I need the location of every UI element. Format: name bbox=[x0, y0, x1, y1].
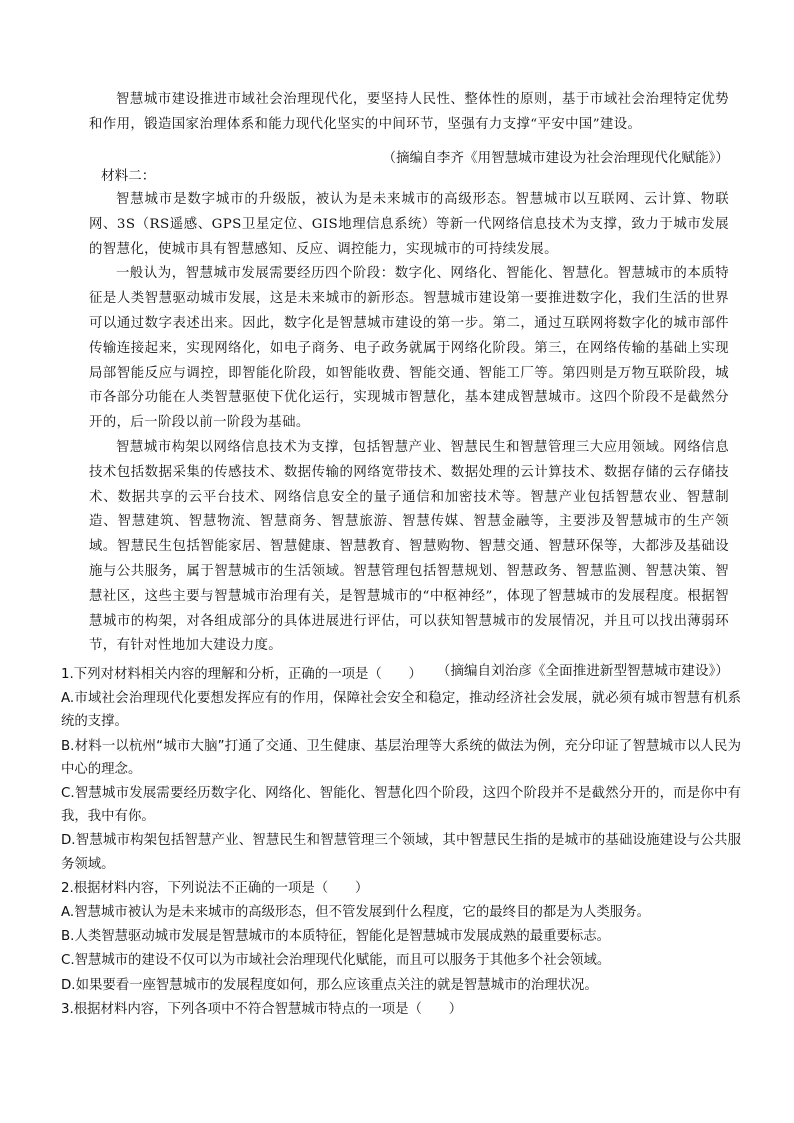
question-3-stem: 3.根据材料内容，下列各项中不符合智慧城市特点的一项是（ ） bbox=[61, 1001, 463, 1017]
question-1-option-b[interactable]: B.材料一以杭州“城市大脑”打通了交通、卫生健康、基层治理等大系统的做法为例，充分印证了智慧城市以人民为中心的理念。 bbox=[61, 738, 741, 777]
question-1-option-d[interactable]: D.智慧城市构架包括智慧产业、智慧民生和智慧管理三个领域，其中智慧民生指的是城市的基础设施建设与公共服务领域。 bbox=[61, 833, 741, 872]
question-1-stem: 1.下列对材料相关内容的理解和分析，正确的一项是（ ） bbox=[61, 667, 422, 682]
material1-last-paragraph: 智慧城市建设推进市域社会治理现代化，要坚持人民性、整体性的原则，基于市域社会治理特定优势和作用，锻造国家治理体系和能力现代化坚实的中间环节，坚强有力支撑“平安中国”建设。 bbox=[89, 92, 729, 132]
material2-paragraph-3: 智慧城市构架以网络信息技术为支撑，包括智慧产业、智慧民生和智慧管理三大应用领域。网络信息技术包括数据采集的传感技术、数据传输的网络宽带技术、数据处理的云计算技术、数据存储的云存储技术、数据共享的云平台技术、网络信息安全的量子通信和加密技术等。智慧产业包括智慧农业、智慧制造、智慧建筑、智慧物流、智慧商务、智慧旅游、智慧传媒、智慧金融等，主要涉及智慧城市的生产领域。智慧民生包括智能家居、智慧健康、智慧教育、智慧购物、智慧交通、智慧环保等，大都涉及基础设施与公共服务，属于智慧城市的生活领域。智慧管理包括智慧规划、智慧政务、智慧监测、智慧决策、智慧社区，这些主要与智慧城市治理有关，是智慧城市的“中枢神经”，体现了智慧城市的发展程度。根据智慧城市的构架，对各组成部分的具体进展进行评估，可以获知智慧城市的发展情况，并且可以找出薄弱环节，有针对性地加大建设力度。 bbox=[89, 439, 729, 654]
material1-source: （摘编自李齐《用智慧城市建设为社会治理现代化赋能》） bbox=[382, 149, 729, 166]
question-2-stem: 2.根据材料内容，下列说法不正确的一项是（ ） bbox=[61, 880, 369, 896]
material2-heading: 材料二： bbox=[101, 168, 156, 184]
question-2-option-b[interactable]: B.人类智慧驱动城市发展是智慧城市的本质特征，智能化是智慧城市发展成熟的最重要标志。 bbox=[61, 929, 611, 945]
question-1-option-a[interactable]: A.市域社会治理现代化要想发挥应有的作用，保障社会安全和稳定，推动经济社会发展，就必须有城市智慧有机系统的支撑。 bbox=[61, 691, 741, 730]
question-2-option-c[interactable]: C.智慧城市的建设不仅可以为市域社会治理现代化赋能，而且可以服务于其他多个社会领域。 bbox=[61, 953, 611, 969]
material2-paragraph-1: 智慧城市是数字城市的升级版，被认为是未来城市的高级形态。智慧城市以互联网、云计算、物联网、3S（RS遥感、GPS卫星定位、GIS地理信息系统）等新一代网络信息技术为支撑，致力于城市发展的智慧化，使城市具有智慧感知、反应、调控能力，实现城市的可持续发展。 bbox=[89, 192, 729, 257]
question-2-option-d[interactable]: D.如果要看一座智慧城市的发展程度如何，那么应该重点关注的就是智慧城市的治理状况。 bbox=[61, 977, 598, 993]
material-one-tail bbox=[89, 88, 729, 170]
material-two bbox=[89, 162, 729, 683]
question-2-option-a[interactable]: A.智慧城市被认为是未来城市的高级形态，但不管发展到什么程度，它的最终目的都是为人类服务。 bbox=[61, 905, 650, 921]
material2-source: （摘编自刘治彦《全面推进新型智慧城市建设》） bbox=[436, 663, 729, 680]
question-1-option-c[interactable]: C.智慧城市发展需要经历数字化、网络化、智能化、智慧化四个阶段，这四个阶段并不是截然分开的，而是你中有我，我中有你。 bbox=[61, 786, 741, 825]
material2-paragraph-2: 一般认为，智慧城市发展需要经历四个阶段：数字化、网络化、智能化、智慧化。智慧城市的本质特征是人类智慧驱动城市发展，这是未来城市的新形态。智慧城市建设第一要推进数字化，我们生活的世界可以通过数字表述出来。因此，数字化是智慧城市建设的第一步。第二，通过互联网将数字化的城市部件传输连接起来，实现网络化，如电子商务、电子政务就属于网络化阶段。第三，在网络传输的基础上实现局部智能反应与调控，即智能化阶段，如智能收费、智能交通、智能工厂等。第四则是万物互联阶段，城市各部分功能在人类智慧驱使下优化运行，实现城市智慧化，基本建成智慧城市。这四个阶段不是截然分开的，后一阶段以前一阶段为基础。 bbox=[89, 266, 729, 431]
questions-section bbox=[61, 663, 741, 1021]
